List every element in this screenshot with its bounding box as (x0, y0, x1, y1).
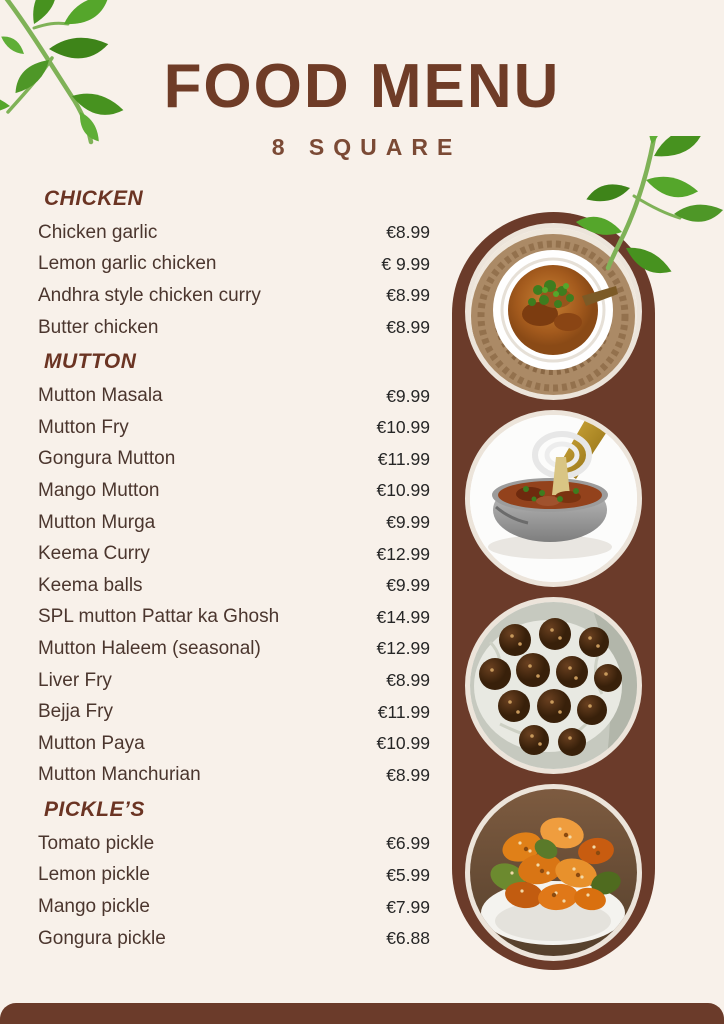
item-price: €8.99 (386, 670, 430, 691)
menu-item (38, 444, 430, 476)
menu-item (38, 312, 430, 344)
item-name: Keema balls (38, 574, 143, 596)
item-price: €10.99 (376, 417, 430, 438)
item-name: Mutton Haleem (seasonal) (38, 637, 261, 659)
item-price: €10.99 (376, 480, 430, 501)
item-price: €7.99 (386, 896, 430, 917)
item-price: €11.99 (377, 701, 430, 722)
section-title-mutton: MUTTON (44, 349, 137, 373)
keema-balls-illustration (470, 602, 637, 769)
item-name: Lemon garlic chicken (38, 253, 217, 275)
photo-panel (452, 212, 655, 970)
item-price: €9.99 (386, 575, 430, 596)
item-name: Gongura Mutton (38, 448, 176, 470)
menu-item (38, 760, 430, 792)
item-name: Keema Curry (38, 543, 150, 565)
mutton-curry-illustration (470, 415, 637, 582)
item-price: €6.99 (386, 833, 430, 854)
menu-item (38, 860, 430, 892)
item-name: Mutton Masala (38, 385, 163, 407)
menu-item (38, 570, 430, 602)
item-name: Mutton Murga (38, 511, 156, 533)
item-price: €8.99 (386, 222, 430, 243)
menu-item (38, 891, 430, 923)
menu-item (38, 538, 430, 570)
item-name: Mutton Fry (38, 416, 129, 438)
item-name: Andhra style chicken curry (38, 284, 261, 306)
item-name: Chicken garlic (38, 221, 158, 243)
footer-bar (0, 1003, 724, 1024)
menu-item (38, 696, 430, 728)
menu-item (38, 217, 430, 249)
menu-item (38, 249, 430, 281)
page-title: FOOD MENU (163, 52, 561, 121)
restaurant-name: 8 SQUARE (271, 134, 462, 160)
item-name: SPL mutton Pattar ka Ghosh (38, 606, 280, 628)
leaf-sprig-icon (0, 0, 162, 152)
item-price: € 9.99 (381, 253, 430, 274)
item-price: €6.88 (386, 928, 430, 949)
mango-pickle-photo (465, 784, 642, 961)
item-name: Gongura pickle (38, 927, 166, 949)
leaflets (0, 0, 125, 145)
menu-item (38, 923, 430, 955)
item-price: €9.99 (386, 512, 430, 533)
leaf-sprig-icon (562, 136, 724, 276)
item-name: Lemon pickle (38, 864, 150, 886)
menu-item (38, 665, 430, 697)
mutton-curry-photo (465, 410, 642, 587)
menu-item (38, 728, 430, 760)
menu-item (38, 633, 430, 665)
menu-item (38, 280, 430, 312)
menu-item (38, 412, 430, 444)
item-name: Mango Mutton (38, 479, 160, 501)
section-title-pickles: PICKLE’S (44, 797, 145, 821)
menu-item (38, 507, 430, 539)
item-name: Mutton Manchurian (38, 764, 201, 786)
keema-balls-photo (465, 597, 642, 774)
item-name: Liver Fry (38, 669, 112, 691)
menu-item (38, 380, 430, 412)
item-price: €14.99 (376, 606, 430, 627)
item-price: €9.99 (386, 385, 430, 406)
item-price: €12.99 (376, 638, 430, 659)
item-price: €8.99 (386, 285, 430, 306)
item-price: €11.99 (377, 448, 430, 469)
item-name: Butter chicken (38, 316, 159, 338)
item-price: €5.99 (386, 864, 430, 885)
mango-pickle-illustration (470, 789, 637, 956)
item-name: Mango pickle (38, 896, 150, 918)
item-name: Bejja Fry (38, 701, 113, 723)
menu-item (38, 828, 430, 860)
section-title-chicken: CHICKEN (44, 186, 144, 210)
item-price: €12.99 (376, 543, 430, 564)
menu-item (38, 475, 430, 507)
item-price: €8.99 (386, 317, 430, 338)
item-price: €8.99 (386, 764, 430, 785)
item-name: Tomato pickle (38, 832, 155, 854)
item-name: Mutton Paya (38, 732, 145, 754)
item-price: €10.99 (376, 733, 430, 754)
menu-item (38, 602, 430, 634)
menu-list (38, 180, 430, 954)
